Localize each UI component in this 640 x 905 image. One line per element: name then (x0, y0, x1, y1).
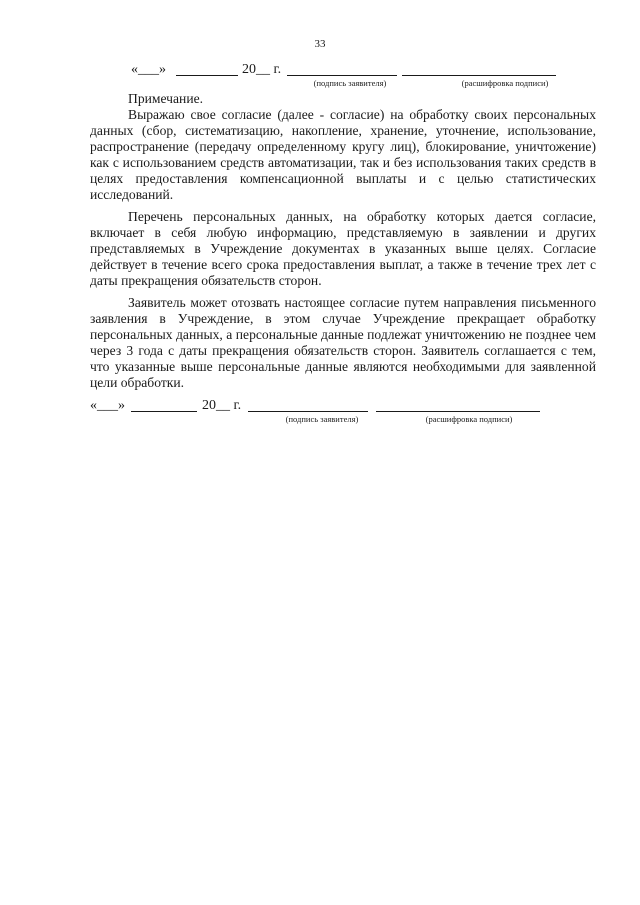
note-heading: Примечание. (128, 91, 204, 106)
signature-caption: (подпись заявителя) (285, 414, 359, 424)
consent-paragraph-2: Перечень персональных данных, на обработку которых дается согласие, включает в себя любую информацию, представляемую в заявлении и других представляемых в Учреждение документах в указанных выше целях. Согласие действует в течение всего срока предоставления выплат, а также в течение трех лет с даты прекращения обязательств сторон. (90, 209, 596, 288)
signature-row-bottom (0, 398, 640, 428)
date-month-line (131, 411, 197, 412)
signature-decode-line (402, 75, 556, 76)
consent-paragraph-3: Заявитель может отозвать настоящее согласие путем направления письменного заявления в Учреждение, в этом случае Учреждение прекращает обработку персональных данных, а персональные данные подлежат уничтожению не позднее чем через 3 года с даты прекращения обязательств сторон. Заявитель соглашается с тем, что указанные выше персональные данные являются необходимыми для заявленной цели обработки. (90, 295, 596, 390)
date-month-line (176, 75, 238, 76)
date-day-field: «___» (131, 62, 166, 77)
signature-decode-caption: (расшифровка подписи) (425, 414, 513, 424)
date-year-label: 20__ г. (202, 398, 242, 413)
page-number: 33 (314, 38, 326, 50)
signature-row-top (0, 62, 640, 92)
date-day-field: «___» (90, 398, 125, 413)
signature-decode-caption: (расшифровка подписи) (461, 78, 549, 88)
consent-text (90, 91, 596, 391)
signature-caption: (подпись заявителя) (313, 78, 387, 88)
signature-decode-line (376, 411, 540, 412)
signature-line (287, 75, 397, 76)
consent-paragraph-1: Выражаю свое согласие (далее - согласие) на обработку своих персональных данных (сбор, систематизацию, накопление, хранение, уточнение, использование, распространение (передачу определенному кругу лиц), блокирование, уничтожение) как с использованием средств автоматизации, так и без использования таких средств в целях предоставления компенсационной выплаты и с целью статистических исследований. (90, 107, 596, 202)
signature-line (248, 411, 368, 412)
date-year-label: 20__ г. (242, 62, 282, 77)
